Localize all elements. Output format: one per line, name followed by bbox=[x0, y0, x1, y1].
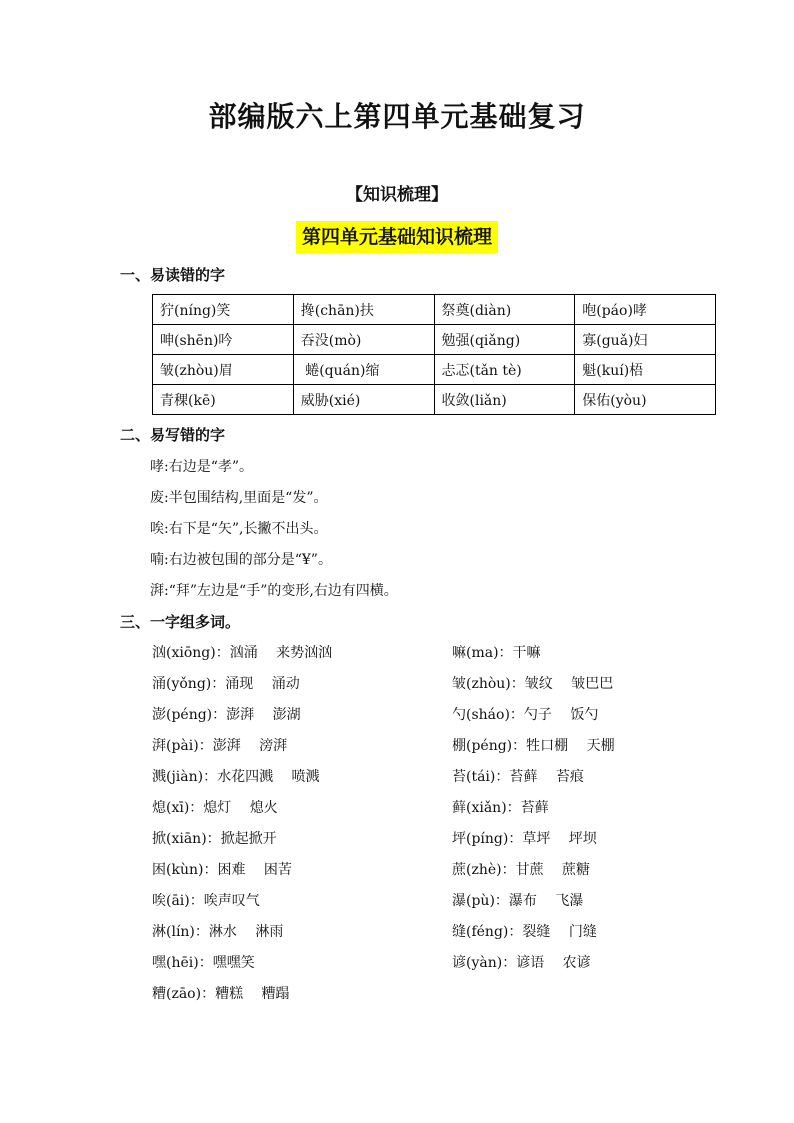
word-entry: 困(kùn)：困难 困苦 bbox=[152, 862, 292, 878]
table-cell: 吞没(mò) bbox=[293, 325, 434, 355]
word-entry: 坪(píng)：草坪 坪坝 bbox=[452, 831, 597, 847]
page-title: 部编版六上第四单元基础复习 bbox=[208, 100, 586, 133]
section-heading-multi-words: 三、一字组多词。 bbox=[120, 613, 241, 631]
miswrite-note: 哮:右边是“孝”。 bbox=[150, 459, 254, 475]
word-entry: 苔(tái)：苔藓 苔痕 bbox=[452, 769, 584, 785]
word-entry: 湃(pài)：澎湃 滂湃 bbox=[152, 738, 288, 754]
table-cell: 保佑(yòu) bbox=[575, 385, 716, 415]
word-entry: 谚(yàn)：谚语 农谚 bbox=[452, 955, 591, 971]
highlight-heading-wrap bbox=[0, 221, 794, 253]
table-cell: 勉强(qiǎng) bbox=[434, 325, 575, 355]
section-heading-miswrite: 二、易写错的字 bbox=[120, 426, 226, 444]
table-cell: 寡(guǎ)妇 bbox=[575, 325, 716, 355]
highlight-heading: 第四单元基础知识梳理 bbox=[296, 221, 498, 253]
word-entry: 棚(péng)：牲口棚 天棚 bbox=[452, 738, 615, 754]
word-entry: 蔗(zhè)：甘蔗 蔗糖 bbox=[452, 862, 591, 878]
word-entry: 皱(zhòu)：皱纹 皱巴巴 bbox=[452, 676, 614, 692]
table-cell: 皱(zhòu)眉 bbox=[153, 355, 294, 385]
table-cell: 呻(shēn)吟 bbox=[153, 325, 294, 355]
word-entry: 澎(péng)：澎湃 澎湖 bbox=[152, 707, 301, 723]
miswrite-note: 废:半包围结构,里面是“发”。 bbox=[150, 490, 328, 506]
word-entry: 瀑(pù)：瀑布 飞瀑 bbox=[452, 893, 584, 909]
table-cell: 祭奠(diàn) bbox=[434, 295, 575, 325]
table-row bbox=[153, 295, 716, 325]
table-cell: 蜷(quán)缩 bbox=[293, 355, 434, 385]
word-entry: 溅(jiàn)：水花四溅 喷溅 bbox=[152, 769, 320, 785]
word-entry: 勺(sháo)：勺子 饭勺 bbox=[452, 707, 599, 723]
miswrite-note: 唉:右下是“矢”,长撇不出头。 bbox=[150, 521, 328, 537]
table-cell: 咆(páo)哮 bbox=[575, 295, 716, 325]
word-entry: 淋(lín)：淋水 淋雨 bbox=[152, 924, 284, 940]
word-entry: 唉(āi)：唉声叹气 bbox=[152, 893, 260, 909]
word-entry: 掀(xiān)：掀起掀开 bbox=[152, 831, 277, 847]
table-cell: 威胁(xié) bbox=[293, 385, 434, 415]
table-cell: 魁(kuí)梧 bbox=[575, 355, 716, 385]
word-entry: 嘛(ma)：干嘛 bbox=[452, 645, 541, 661]
table-cell: 收敛(liǎn) bbox=[434, 385, 575, 415]
word-entry: 汹(xiōng)：汹涌 来势汹汹 bbox=[152, 645, 333, 661]
word-entry: 熄(xī)：熄灯 熄火 bbox=[152, 800, 278, 816]
table-row bbox=[153, 325, 716, 355]
miswrite-note: 湃:“拜”左边是“手”的变形,右边有四横。 bbox=[150, 583, 398, 599]
word-entry: 缝(féng)：裂缝 门缝 bbox=[452, 924, 597, 940]
misread-table bbox=[152, 294, 716, 415]
table-row bbox=[153, 355, 716, 385]
miswrite-note: 喃:右边被包围的部分是“¥”。 bbox=[150, 552, 332, 568]
word-entry: 糟(zāo)：糟糕 糟蹋 bbox=[152, 986, 290, 1002]
table-cell: 狞(níng)笑 bbox=[153, 295, 294, 325]
table-cell: 忐忑(tǎn tè) bbox=[434, 355, 575, 385]
table-row bbox=[153, 385, 716, 415]
table-cell: 搀(chān)扶 bbox=[293, 295, 434, 325]
word-entry: 藓(xiǎn)：苔藓 bbox=[452, 800, 549, 816]
word-entry: 嘿(hēi)：嘿嘿笑 bbox=[152, 955, 255, 971]
word-entry: 涌(yǒng)：涌现 涌动 bbox=[152, 676, 300, 692]
table-cell: 青稞(kē) bbox=[153, 385, 294, 415]
section-heading-misread: 一、易读错的字 bbox=[120, 266, 226, 284]
subtitle: 【知识梳理】 bbox=[346, 185, 448, 205]
